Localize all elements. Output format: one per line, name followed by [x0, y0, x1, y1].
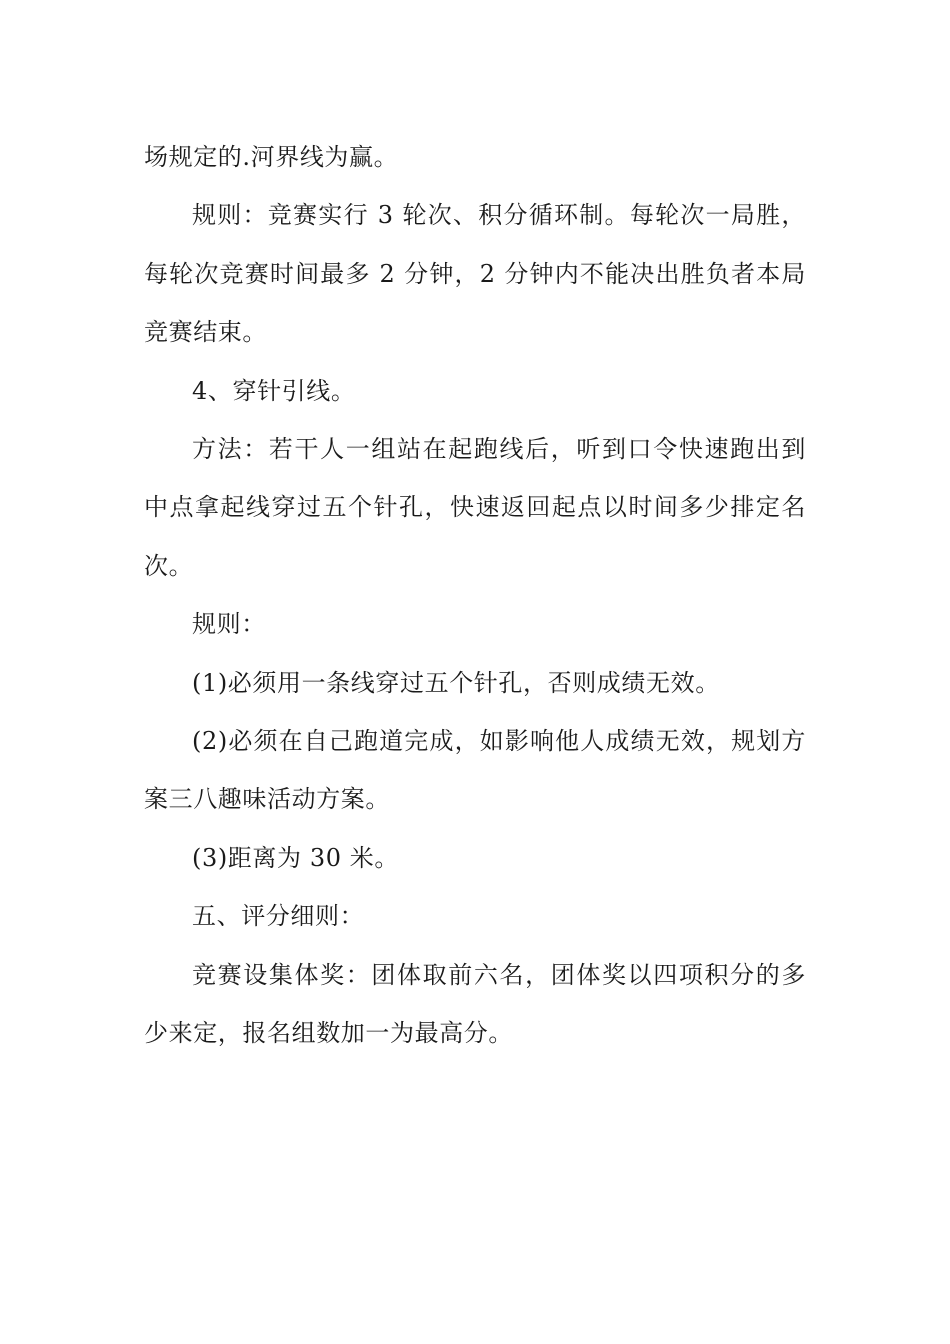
paragraph-team-award: 竞赛设集体奖：团体取前六名，团体奖以四项积分的多少来定，报名组数加一为最高分。 [144, 960, 806, 1048]
section-heading-scoring: 五、评分细则： [192, 902, 365, 931]
paragraph-method: 方法：若干人一组站在起跑线后，听到口令快速跑出到中点拿起线穿过五个针孔，快速返回起点以时间多少排定名次。 [144, 435, 806, 580]
paragraph-rule-1: (1)必须用一条线穿过五个针孔，否则成绩无效。 [192, 668, 720, 697]
section-heading-threading: 4、穿针引线。 [192, 376, 356, 405]
paragraph-continuation: 场规定的.河界线为赢。 [144, 143, 399, 171]
paragraph-rule-2: (2)必须在自己跑道完成，如影响他人成绩无效，规划方案三八趣味活动方案。 [144, 727, 806, 814]
document-body [144, 128, 806, 1063]
paragraph-rules-chess: 规则：竞赛实行 3 轮次、积分循环制。每轮次一局胜，每轮次竞赛时间最多 2 分钟，2 分钟内不能决出胜负者本局竞赛结束。 [144, 201, 806, 347]
paragraph-rules-label: 规则： [192, 610, 266, 639]
paragraph-rule-3: (3)距离为 30 米。 [192, 843, 399, 872]
